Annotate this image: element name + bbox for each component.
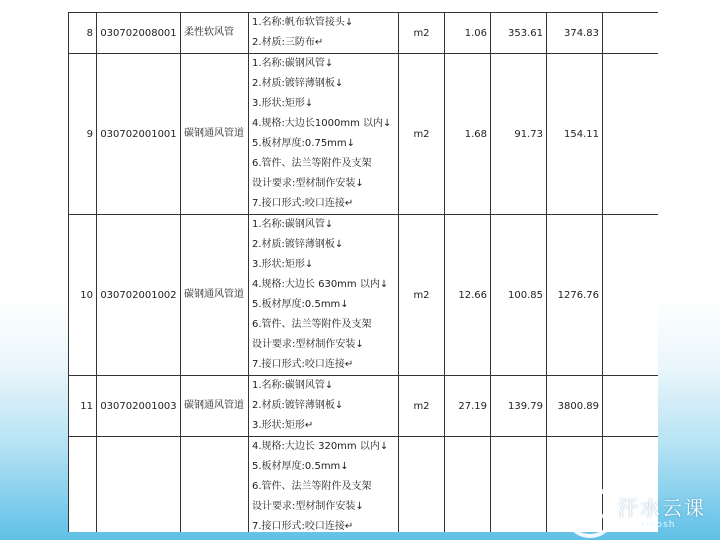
feature-line: 1.名称:帆布软管接头↓ [252, 17, 354, 28]
feature-line: 5.板材厚度:0.5mm↓ [252, 299, 349, 310]
unit-price-cell: 100.85 [491, 215, 547, 376]
unit-cell [399, 437, 445, 533]
unit-price-cell: 91.73 [491, 54, 547, 215]
row-number-cell: 10 [69, 215, 97, 376]
feature-line: 设计要求:型材制作安装↓ [252, 501, 364, 512]
quantity-cell: 12.66 [445, 215, 491, 376]
unit-price-cell [491, 437, 547, 533]
item-name-cell: 碳钢通风管道 [181, 376, 249, 437]
feature-line: 3.形状:矩形↓ [252, 259, 314, 270]
feature-line: 7.接口形式:咬口连接↵ [252, 198, 354, 209]
item-code-cell: 030702001001 [97, 54, 181, 215]
feature-description-cell [249, 13, 399, 54]
feature-line: 3.形状:矩形↵ [252, 420, 314, 431]
swirl-icon [560, 480, 620, 540]
row-number-cell: 8 [69, 13, 97, 54]
item-code-cell: 030702001003 [97, 376, 181, 437]
feature-line: 6.管件、法兰等附件及支架 [252, 481, 372, 492]
unit-price-cell: 139.79 [491, 376, 547, 437]
feature-line: 2.材质:镀锌薄钢板↓ [252, 239, 344, 250]
table-row [69, 215, 659, 376]
item-name-cell: 碳钢通风管道 [181, 54, 249, 215]
feature-line: 4.规格:大边长 630mm 以内↓ [252, 279, 389, 290]
bill-table [68, 12, 658, 532]
logo-text: 汗水云课 [618, 496, 706, 520]
table-row [69, 54, 659, 215]
logo-subtext: xinosh [640, 520, 676, 530]
document-page [68, 12, 658, 532]
item-code-cell [97, 437, 181, 533]
feature-line: 6.管件、法兰等附件及支架 [252, 319, 372, 330]
total-price-cell: 154.11 [547, 54, 603, 215]
feature-line: 4.规格:大边长1000mm 以内↓ [252, 118, 392, 129]
feature-line: 1.名称:碳钢风管↓ [252, 380, 334, 391]
unit-cell: m2 [399, 376, 445, 437]
feature-line: 1.名称:碳钢风管↓ [252, 219, 334, 230]
feature-line: 7.接口形式:咬口连接↵ [252, 359, 354, 370]
unit-cell: m2 [399, 54, 445, 215]
feature-line: 设计要求:型材制作安装↓ [252, 178, 364, 189]
feature-line: 7.接口形式:咬口连接↵ [252, 521, 354, 532]
quantity-cell: 1.68 [445, 54, 491, 215]
blank-cell [603, 376, 659, 437]
feature-line: 4.规格:大边长 320mm 以内↓ [252, 441, 389, 452]
feature-line: 2.材质:镀锌薄钢板↓ [252, 400, 344, 411]
total-price-cell: 3800.89 [547, 376, 603, 437]
total-price-cell: 374.83 [547, 13, 603, 54]
row-number-cell: 11 [69, 376, 97, 437]
feature-line: 6.管件、法兰等附件及支架 [252, 158, 372, 169]
feature-description-cell [249, 54, 399, 215]
item-code-cell: 030702008001 [97, 13, 181, 54]
quantity-cell: 27.19 [445, 376, 491, 437]
feature-line: 5.板材厚度:0.75mm↓ [252, 138, 356, 149]
unit-price-cell: 353.61 [491, 13, 547, 54]
blank-cell [603, 215, 659, 376]
feature-line: 2.材质:镀锌薄钢板↓ [252, 78, 344, 89]
item-name-cell: 碳钢通风管道 [181, 215, 249, 376]
blank-cell [603, 13, 659, 54]
feature-line: 设计要求:型材制作安装↓ [252, 339, 364, 350]
watermark-logo [560, 480, 720, 540]
quantity-cell [445, 437, 491, 533]
table-row [69, 13, 659, 54]
table-row [69, 376, 659, 437]
feature-line: 3.形状:矩形↓ [252, 98, 314, 109]
unit-cell: m2 [399, 13, 445, 54]
row-number-cell: 9 [69, 54, 97, 215]
feature-line: 2.材质:三防布↵ [252, 37, 324, 48]
blank-cell [603, 54, 659, 215]
feature-line: 5.板材厚度:0.5mm↓ [252, 461, 349, 472]
row-number-cell [69, 437, 97, 533]
feature-description-cell [249, 376, 399, 437]
feature-description-cell [249, 215, 399, 376]
quantity-cell: 1.06 [445, 13, 491, 54]
feature-description-cell [249, 437, 399, 533]
total-price-cell: 1276.76 [547, 215, 603, 376]
feature-line: 1.名称:碳钢风管↓ [252, 58, 334, 69]
bill-table-body [69, 13, 659, 533]
item-name-cell [181, 437, 249, 533]
item-name-cell: 柔性软风管 [181, 13, 249, 54]
unit-cell: m2 [399, 215, 445, 376]
item-code-cell: 030702001002 [97, 215, 181, 376]
